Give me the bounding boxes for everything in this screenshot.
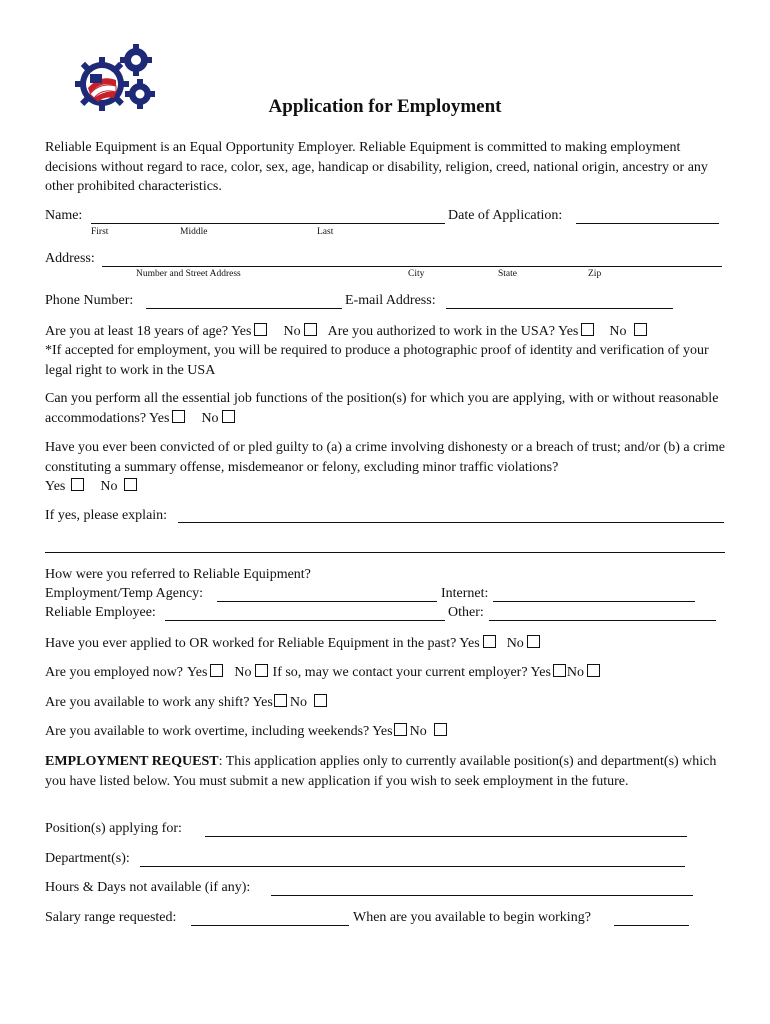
employee-field[interactable]: [165, 620, 445, 621]
age-yes-label: Yes: [231, 324, 252, 339]
contact-no-label: No: [566, 665, 585, 680]
age-question: Are you at least 18 years of age?: [45, 324, 229, 339]
intro-text: Reliable Equipment is an Equal Opportunity Employer. Reliable Equipment is committed to making employment decisions without regard to race, color, sex, age, handicap or disability, religion, creed, national origin, ancestry or any other prohibited characteristics.: [45, 140, 708, 194]
hours-field[interactable]: [271, 895, 693, 896]
employed-yes-checkbox[interactable]: [210, 664, 223, 677]
agency-field[interactable]: [217, 601, 437, 602]
departments-field[interactable]: [140, 866, 685, 867]
applied-yes-checkbox[interactable]: [483, 635, 496, 648]
functions-no-checkbox[interactable]: [222, 410, 235, 423]
convicted-no-label: No: [100, 479, 118, 494]
date-label: Date of Application:: [448, 208, 563, 223]
email-field[interactable]: [446, 308, 673, 309]
shift-no-checkbox[interactable]: [314, 694, 327, 707]
hours-label: Hours & Days not available (if any):: [45, 880, 251, 895]
overtime-yes-checkbox[interactable]: [394, 723, 407, 736]
referral-question: How were you referred to Reliable Equipment?: [45, 567, 311, 582]
overtime-no-checkbox[interactable]: [434, 723, 447, 736]
internet-label: Internet:: [441, 586, 489, 601]
employed-question: Are you employed now?: [45, 665, 184, 680]
employment-request-heading: EMPLOYMENT REQUEST: [45, 754, 219, 769]
applied-question: Have you ever applied to OR worked for Reliable Equipment in the past? Yes: [45, 636, 480, 651]
contact-employer-question: If so, may we contact your current employer? Yes: [272, 665, 551, 680]
contact-no-checkbox[interactable]: [587, 664, 600, 677]
address-state-caption: State: [498, 269, 517, 279]
address-zip-caption: Zip: [588, 269, 602, 279]
address-field[interactable]: [102, 266, 722, 267]
shift-yes-checkbox[interactable]: [274, 694, 287, 707]
overtime-question-row: [45, 723, 450, 740]
convicted-answer-row: [45, 478, 140, 495]
name-last-caption: Last: [317, 227, 334, 237]
identity-note: *If accepted for employment, you will be required to produce a photographic proof of identity and verification of your legal right to work in the USA: [45, 343, 709, 378]
employed-question-row: [45, 664, 603, 681]
phone-field[interactable]: [146, 308, 342, 309]
phone-label: Phone Number:: [45, 293, 134, 308]
employed-no-label: No: [234, 665, 252, 680]
positions-label: Position(s) applying for:: [45, 821, 182, 836]
address-label: Address:: [45, 251, 95, 266]
address-street-caption: Number and Street Address: [136, 269, 241, 279]
age-no-label: No: [283, 324, 301, 339]
age-yes-checkbox[interactable]: [254, 323, 267, 336]
shift-no-label: No: [289, 695, 307, 710]
name-first-caption: First: [91, 227, 109, 237]
other-field[interactable]: [489, 620, 716, 621]
convicted-yes-label: Yes: [45, 479, 66, 494]
employment-request: [45, 752, 735, 791]
positions-field[interactable]: [205, 836, 687, 837]
explain-field-line-2[interactable]: [45, 552, 725, 553]
employment-request-text: : This application applies only to currently available position(s) and department(s) which you have listed below. You must submit a new application if you wish to seek employment in the future.: [45, 754, 717, 789]
functions-question: [45, 389, 735, 428]
begin-label: When are you available to begin working?: [353, 910, 591, 925]
convicted-yes-checkbox[interactable]: [71, 478, 84, 491]
salary-label: Salary range requested:: [45, 910, 177, 925]
employee-label: Reliable Employee:: [45, 605, 156, 620]
functions-no-label: No: [201, 410, 219, 426]
email-label: E-mail Address:: [345, 293, 436, 308]
address-city-caption: City: [408, 269, 425, 279]
applied-no-checkbox[interactable]: [527, 635, 540, 648]
overtime-no-label: No: [409, 724, 427, 739]
applied-no-label: No: [506, 636, 524, 651]
explain-label: If yes, please explain:: [45, 508, 168, 523]
contact-yes-checkbox[interactable]: [553, 664, 566, 677]
auth-yes-checkbox[interactable]: [581, 323, 594, 336]
employed-no-checkbox[interactable]: [255, 664, 268, 677]
name-field[interactable]: [91, 223, 445, 224]
applied-question-row: [45, 635, 543, 652]
page-title: Application for Employment: [268, 96, 502, 117]
shift-question-row: [45, 694, 330, 711]
name-middle-caption: Middle: [180, 227, 208, 237]
begin-field[interactable]: [614, 925, 689, 926]
age-question-row: [45, 323, 650, 340]
departments-label: Department(s):: [45, 851, 130, 866]
auth-no-checkbox[interactable]: [634, 323, 647, 336]
functions-question-text: Can you perform all the essential job functions of the position(s) for which you are applying, with or without reasonable accommodations? Yes: [45, 391, 719, 426]
other-label: Other:: [448, 605, 484, 620]
agency-label: Employment/Temp Agency:: [45, 586, 204, 601]
convicted-no-checkbox[interactable]: [124, 478, 137, 491]
convicted-question: Have you ever been convicted of or pled guilty to (a) a crime involving dishonesty or a breach of trust; and/or (b) a crime constituting a summary offense, misdemeanor or felony, excluding minor traffic violations?: [45, 440, 725, 475]
age-no-checkbox[interactable]: [304, 323, 317, 336]
explain-field-line-1[interactable]: [178, 522, 724, 523]
salary-field[interactable]: [191, 925, 349, 926]
employed-yes-label: Yes: [187, 665, 208, 680]
auth-question: Are you authorized to work in the USA? Yes: [327, 324, 579, 339]
shift-question: Are you available to work any shift? Yes: [45, 695, 273, 710]
functions-yes-checkbox[interactable]: [172, 410, 185, 423]
overtime-question: Are you available to work overtime, including weekends? Yes: [45, 724, 393, 739]
internet-field[interactable]: [493, 601, 695, 602]
auth-no-label: No: [609, 324, 627, 339]
date-field[interactable]: [576, 223, 719, 224]
name-label: Name:: [45, 208, 83, 223]
